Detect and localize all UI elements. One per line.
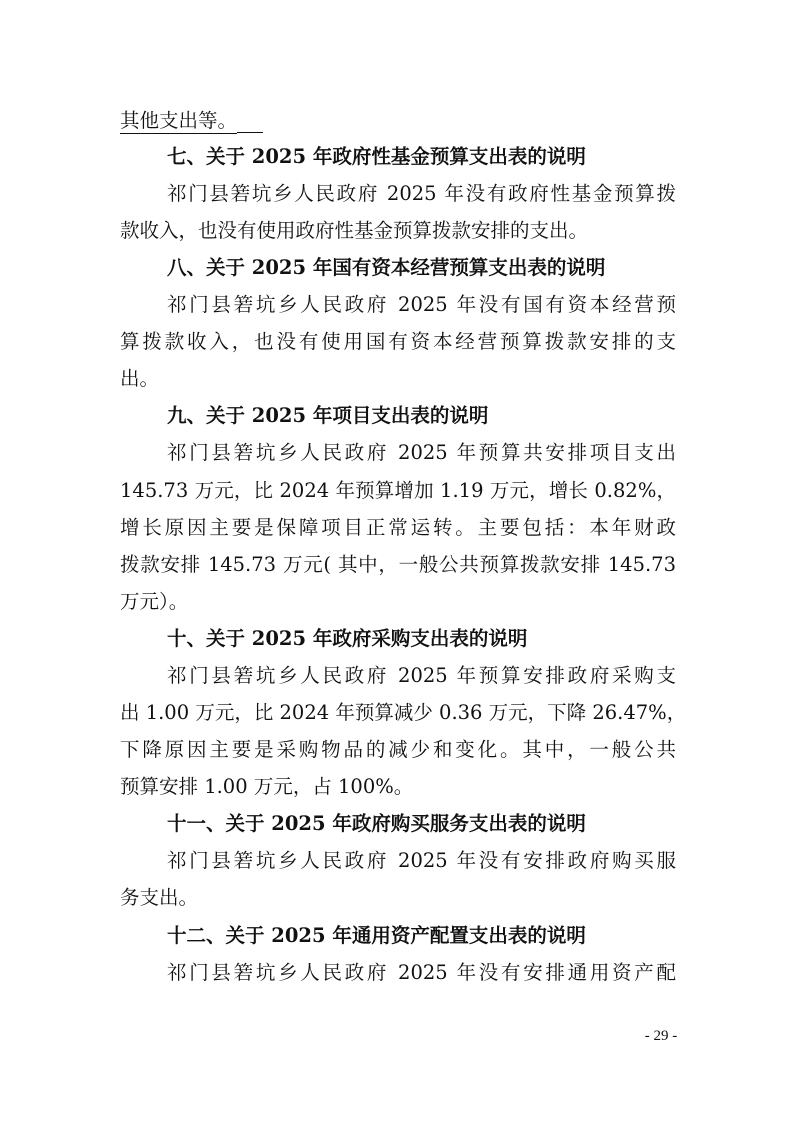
section-9-paragraph-line-1: 祁门县箬坑乡人民政府 2025 年预算共安排项目支出: [167, 441, 676, 464]
section-9-paragraph-line-3: 增长原因主要是保障项目正常运转。主要包括：本年财政: [120, 516, 676, 539]
section-heading-10: 十、关于 2025 年政府采购支出表的说明: [167, 627, 528, 650]
section-12-paragraph-line-1: 祁门县箬坑乡人民政府 2025 年没有安排通用资产配: [167, 961, 676, 984]
section-8-paragraph-line-3: 出。: [120, 367, 160, 390]
section-10-paragraph-line-2: 出 1.00 万元，比 2024 年预算减少 0.36 万元，下降 26.47%，: [120, 701, 687, 724]
section-11-paragraph-line-2: 务支出。: [120, 886, 199, 909]
section-11-paragraph-line-1: 祁门县箬坑乡人民政府 2025 年没有安排政府购买服: [167, 849, 676, 872]
section-heading-9: 九、关于 2025 年项目支出表的说明: [167, 404, 489, 427]
section-9-paragraph-line-5: 万元）。: [120, 590, 189, 613]
section-8-paragraph-line-1: 祁门县箬坑乡人民政府 2025 年没有国有资本经营预: [167, 293, 676, 316]
section-heading-7: 七、关于 2025 年政府性基金预算支出表的说明: [167, 145, 586, 168]
section-10-paragraph-line-1: 祁门县箬坑乡人民政府 2025 年预算安排政府采购支: [167, 664, 676, 687]
section-heading-8: 八、关于 2025 年国有资本经营预算支出表的说明: [167, 256, 606, 279]
section-9-paragraph-line-4: 拨款安排 145.73 万元( 其中，一般公共预算拨款安排 145.73: [120, 553, 676, 576]
section-10-paragraph-line-3: 下降原因主要是采购物品的减少和变化。其中，一般公共: [120, 738, 676, 761]
section-10-paragraph-line-4: 预算安排 1.00 万元，占 100%。: [120, 775, 414, 798]
section-8-paragraph-line-2: 算拨款收入，也没有使用国有资本经营预算拨款安排的支: [120, 330, 676, 353]
continuation-text: 其他支出等。: [120, 109, 238, 132]
page-number: - 29 -: [644, 1028, 678, 1044]
section-7-paragraph-line-2: 款收入，也没有使用政府性基金预算拨款安排的支出。: [120, 219, 589, 242]
section-9-paragraph-line-2: 145.73 万元，比 2024 年预算增加 1.19 万元，增长 0.82%，: [120, 479, 676, 502]
section-7-paragraph-line-1: 祁门县箬坑乡人民政府 2025 年没有政府性基金预算拨: [167, 182, 676, 205]
section-heading-11: 十一、关于 2025 年政府购买服务支出表的说明: [167, 812, 586, 835]
underline-extension: [237, 131, 263, 133]
paragraph-continuation: [120, 103, 676, 139]
section-heading-12: 十二、关于 2025 年通用资产配置支出表的说明: [167, 924, 586, 947]
